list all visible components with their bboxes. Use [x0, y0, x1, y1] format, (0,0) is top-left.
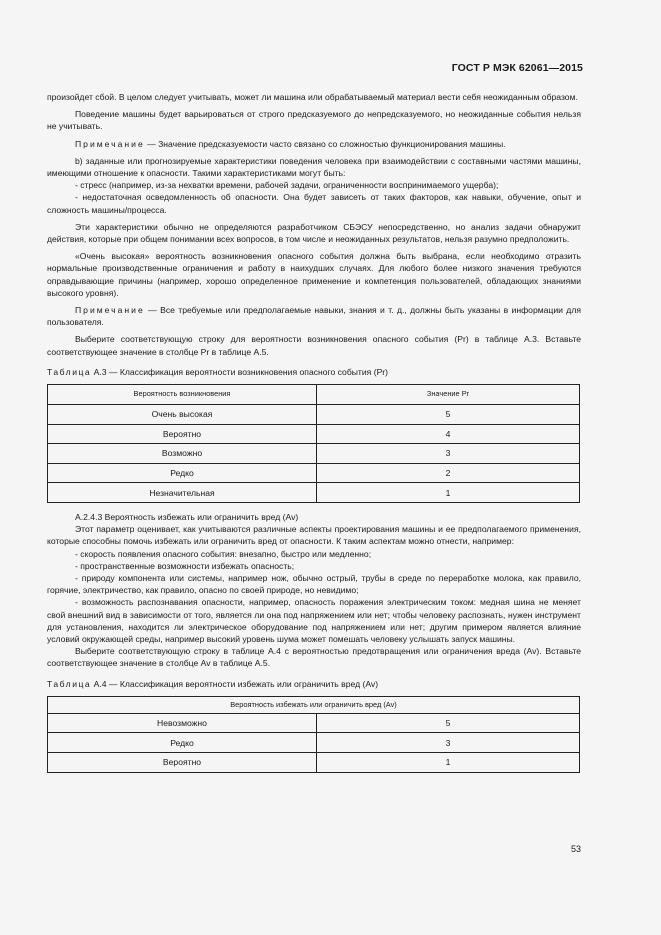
table-cell: Невозможно — [48, 713, 317, 733]
table-caption — [47, 366, 581, 378]
table-caption — [47, 678, 581, 690]
avoidance-table — [47, 696, 580, 773]
table-cell: Вероятно — [48, 424, 317, 444]
list-item: - природу компонента или системы, например нож, обычно острый, трубы в среде по переработке молока, как правило, горячие, электричество, как правило, опасно по своей природе, но невидимо; — [47, 573, 581, 596]
table-caption-text: А.3 — Классификация вероятности возникновения опасного события (Pr) — [91, 366, 389, 377]
table-caption-label: Таблица — [47, 678, 92, 689]
table-cell: 4 — [317, 424, 580, 444]
table-cell: 1 — [317, 483, 580, 503]
table-row — [48, 753, 580, 773]
table-caption-label: Таблица — [47, 366, 92, 377]
table-row — [48, 463, 580, 483]
table-header-row — [48, 385, 580, 405]
paragraph: Выберите соответствующую строку для вероятности возникновения опасного события (Pr) в таблице А.3. Вставьте соответствующее значение в столбце Pr в таблице А.5. — [47, 334, 581, 357]
table-row — [48, 444, 580, 464]
table-cell: Вероятно — [48, 753, 317, 773]
list-item: - возможность распознавания опасности, например, опасность поражения электрическим током: медная шина не меняет свой внешний вид в зависимости от того, является ли она под напряжением или нет; чтобы человеку распознать, нужен инструмент для установления, находится ли электрическое оборудование под напряжением или нет; другим примером является влияние условий окружающей среды, например высокий уровень шума может помешать человеку услышать запуск машины. — [47, 597, 581, 645]
list-item: - недостаточная осведомленность об опасности. Она будет зависеть от таких факторов, как навыки, обучение, опыт и сложность машины/процесса. — [47, 192, 581, 215]
section-heading: А.2.4.3 Вероятность избежать или ограничить вред (Av) — [75, 512, 299, 523]
note-label: Примечание — [75, 305, 145, 316]
list-item: - скорость появления опасного события: внезапно, быстро или медленно; — [75, 548, 372, 559]
table-row — [48, 713, 580, 733]
note — [47, 304, 581, 328]
column-header: Значение Pr — [317, 385, 580, 405]
paragraph: «Очень высокая» вероятность возникновения опасного события должна быть выбрана, если необходимо отразить нормальные производственные ограничения и работу в наихудших случаях. Для любого более низкого значения требуются оправдывающие причины (например, хорошо определенное применение и компетенция пользователей, обладающих знаниями высокого уровня). — [47, 251, 581, 298]
table-header-row — [48, 696, 580, 713]
list-item: - стресс (например, из-за нехватки времени, рабочей задачи, ограниченности воспринимаемого ущерба); — [75, 180, 499, 191]
note-label: Примечание — [75, 138, 145, 149]
table-cell: 1 — [317, 753, 580, 773]
table-caption-text: А.4 — Классификация вероятности избежать или ограничить вред (Av) — [91, 678, 379, 689]
page-body — [47, 91, 581, 773]
table-cell: 5 — [317, 713, 580, 733]
paragraph: Поведение машины будет варьироваться от строго предсказуемого до непредсказуемого, но неожиданные события нельзя не учитывать. — [47, 109, 581, 132]
list-item: - пространственные возможности избежать опасность; — [75, 560, 295, 571]
paragraph: Эти характеристики обычно не определяются разработчиком СБЭСУ непосредственно, но анализ задачи обнаружит действия, которые при общем понимании всех вопросов, в том числе и неожиданных результатов, нельзя разумно предположить. — [47, 221, 581, 245]
note — [47, 138, 581, 150]
paragraph: Этот параметр оценивает, как учитываются различные аспекты проектирования машины и ее предполагаемого применения, которые способны помочь избежать или ограничить вред от опасности. К таким аспектам можно отнести, например: — [47, 524, 581, 547]
paragraph: b) заданные или прогнозируемые характеристики поведения человека при взаимодействии с составными частями машины, имеющими отношение к опасности. Такими характеристиками могут быть: — [47, 155, 581, 179]
table-row — [48, 733, 580, 753]
paragraph: Выберите соответствующую строку в таблице А.4 с вероятностью предотвращения или ограничения вреда (Av). Вставьте соответствующее значение в столбце Av в таблице А.5. — [47, 646, 581, 669]
page-number: 53 — [570, 844, 581, 854]
probability-table — [47, 384, 580, 503]
table-row — [48, 405, 580, 425]
table-cell: Редко — [48, 733, 317, 753]
table-cell: 5 — [317, 405, 580, 425]
note-text: — Значение предсказуемости часто связано со сложностью функционирования машины. — [144, 138, 506, 149]
table-cell: 3 — [317, 733, 580, 753]
standard-header: ГОСТ Р МЭК 62061—2015 — [451, 62, 583, 74]
note-text: — Все требуемые или предполагаемые навыки, знания и т. д., должны быть указаны в информации для пользователя. — [47, 305, 581, 328]
table-row — [48, 424, 580, 444]
column-header: Вероятность избежать или ограничить вред (Av) — [48, 696, 580, 713]
paragraph: произойдет сбой. В целом следует учитывать, может ли машина или обрабатываемый материал вести себя неожиданным образом. — [47, 92, 578, 102]
table-cell: Очень высокая — [48, 405, 317, 425]
column-header: Вероятность возникновения — [48, 385, 317, 405]
table-cell: Редко — [48, 463, 317, 483]
table-cell: Возможно — [48, 444, 317, 464]
table-cell: 2 — [317, 463, 580, 483]
table-cell: Незначительная — [48, 483, 317, 503]
table-cell: 3 — [317, 444, 580, 464]
table-row — [48, 483, 580, 503]
